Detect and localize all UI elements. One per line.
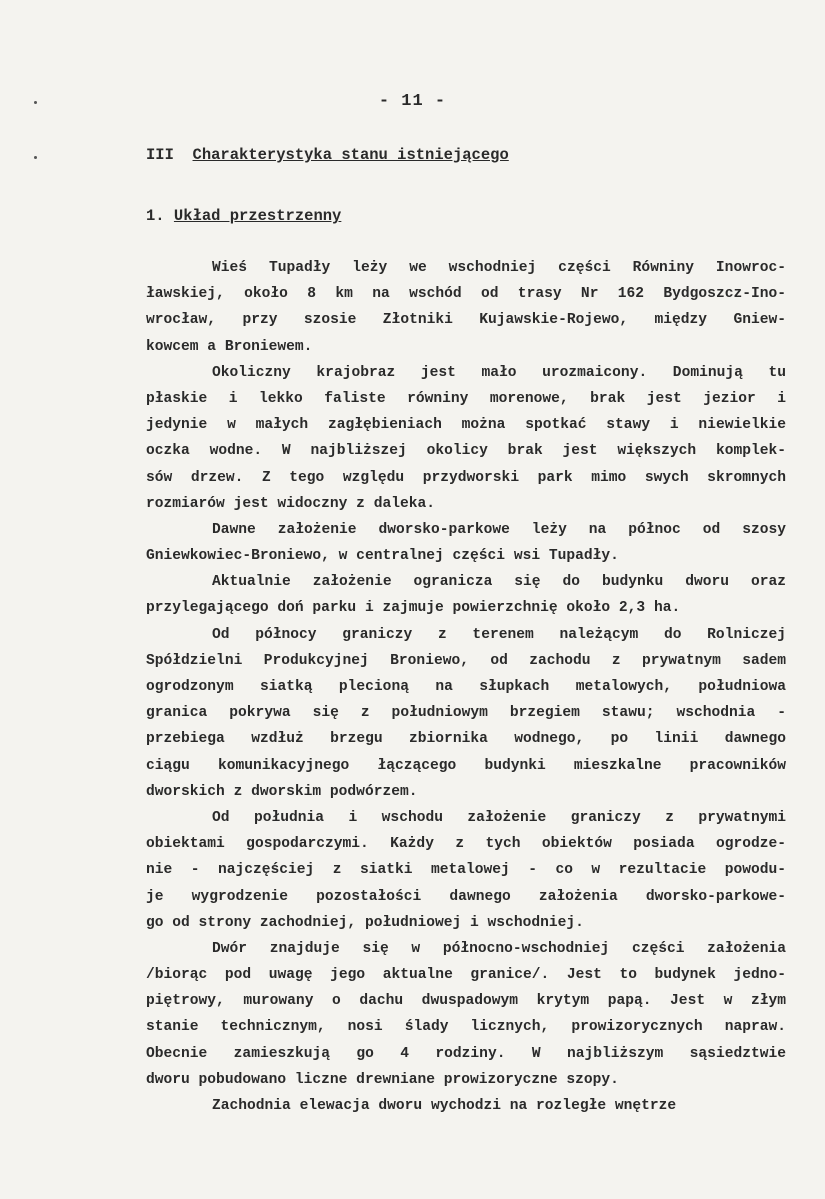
text-line: ciągu komunikacyjnego łączącego budynki mieszkalne pracowników bbox=[146, 757, 786, 774]
text-line: granica pokrywa się z południowym brzegiem stawu; wschodnia - bbox=[146, 705, 786, 722]
text-line: rozmiarów jest widoczny z daleka. bbox=[146, 495, 436, 512]
text-line: stanie technicznym, nosi ślady licznych, prowizorycznych napraw. bbox=[146, 1019, 786, 1036]
text-line: /biorąc pod uwagę jego aktualne granice/. Jest to budynek jedno- bbox=[146, 967, 786, 984]
text-line: dworskich z dworskim podwórzem. bbox=[146, 783, 418, 800]
text-line: ławskiej, około 8 km na wschód od trasy Nr 162 Bydgoszcz-Ino- bbox=[146, 286, 786, 303]
text-line: Dawne założenie dworsko-parkowe leży na północ od szosy bbox=[212, 521, 786, 538]
text-line: Zachodnia elewacja dworu wychodzi na rozległe wnętrze bbox=[212, 1098, 677, 1114]
text-line: przylegającego doń parku i zajmuje powierzchnię około 2,3 ha. bbox=[146, 600, 681, 617]
text-line: Obecnie zamieszkują go 4 rodziny. W najbliższym sąsiedztwie bbox=[146, 1045, 786, 1062]
text-line: obiektami gospodarczymi. Każdy z tych obiektów posiada ogrodze- bbox=[146, 836, 786, 853]
text-line: Spółdzielni Produkcyjnej Broniewo, od zachodu z prywatnym sadem bbox=[146, 652, 786, 669]
text-line: ogrodzonym siatką plecioną na słupkach metalowych, południowa bbox=[146, 679, 786, 695]
text-line: oczka wodne. W najbliższej okolicy brak jest większych komplek- bbox=[146, 443, 786, 460]
text-line: piętrowy, murowany o dachu dwuspadowym krytym papą. Jest w złym bbox=[146, 993, 786, 1010]
text-line: Dwór znajduje się w północno-wschodniej części założenia bbox=[212, 940, 786, 957]
page-number: - 11 - bbox=[378, 92, 447, 111]
text-line: Okoliczny krajobraz jest mało urozmaicony. Dominują tu bbox=[212, 364, 786, 381]
text-line: wrocław, przy szosie Złotniki Kujawskie-Rojewo, między Gniew- bbox=[146, 312, 786, 329]
text-line: płaskie i lekko faliste równiny morenowe, brak jest jezior i bbox=[146, 390, 786, 407]
section-heading bbox=[146, 146, 509, 164]
section-title: Charakterystyka stanu istniejącego bbox=[192, 146, 509, 164]
text-line: Od północy graniczy z terenem należącym do Rolniczej bbox=[212, 626, 786, 643]
section-number: III bbox=[146, 146, 174, 164]
body-text bbox=[146, 255, 786, 1119]
text-line: dworu pobudowano liczne drewniane prowizoryczne szopy. bbox=[146, 1071, 619, 1088]
text-line: Wieś Tupadły leży we wschodniej części Równiny Inowroc- bbox=[212, 260, 786, 276]
text-line: przebiega wzdłuż brzegu zbiornika wodnego, po linii dawnego bbox=[146, 731, 786, 748]
text-line: kowcem a Broniewem. bbox=[146, 338, 313, 355]
text-line: Gniewkowiec-Broniewo, w centralnej części wsi Tupadły. bbox=[146, 548, 619, 565]
margin-mark bbox=[34, 156, 37, 159]
text-line: sów drzew. Z tego względu przydworski park mimo swych skromnych bbox=[146, 469, 786, 486]
text-line: jedynie w małych zagłębieniach można spotkać stawy i niewielkie bbox=[146, 417, 786, 434]
text-line: nie - najczęściej z siatki metalowej - co w rezultacie powodu- bbox=[146, 862, 786, 879]
text-line: Od południa i wschodu założenie graniczy z prywatnymi bbox=[212, 809, 786, 826]
subsection-number: 1. bbox=[146, 207, 165, 225]
text-line: go od strony zachodniej, południowej i wschodniej. bbox=[146, 914, 584, 931]
subsection-title: Układ przestrzenny bbox=[173, 207, 342, 225]
subsection-heading bbox=[146, 207, 341, 225]
text-line: je wygrodzenie pozostałości dawnego założenia dworsko-parkowe- bbox=[146, 888, 786, 905]
text-line: Aktualnie założenie ogranicza się do budynku dworu oraz bbox=[212, 574, 786, 591]
